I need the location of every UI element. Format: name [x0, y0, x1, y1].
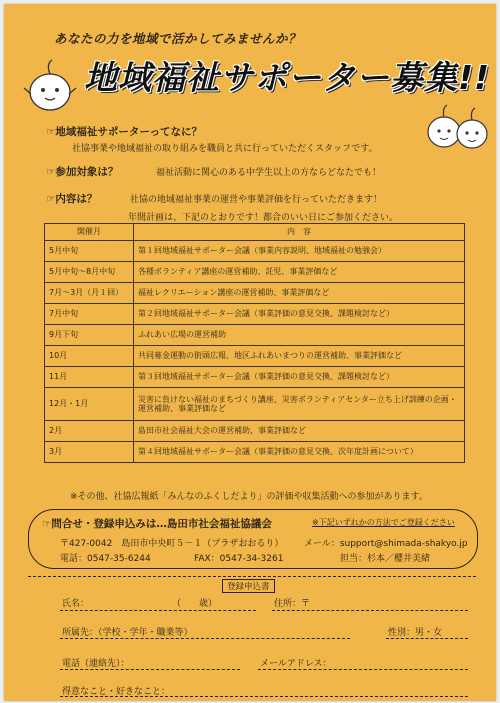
table-row	[45, 241, 465, 262]
gender-field[interactable]	[386, 638, 468, 639]
contact-address: 〒427-0042 島田市中央町５－１（プラザおおるり）	[60, 539, 284, 549]
table-row	[45, 346, 465, 367]
content-cell: 島田市社会福祉大会の運営補助、事業評価など	[134, 421, 465, 442]
table-row	[45, 421, 465, 442]
content-cell: 共同募金運動の街頭広報、地区ふれあいまつりの運営補助、事業評価など	[134, 346, 465, 367]
contact-staff: 担当：杉本／櫻井美緒	[340, 554, 431, 564]
month-cell: 7月～3月（月１回）	[45, 283, 134, 304]
table-row	[45, 262, 465, 283]
contact-note: ※下記いずれかの方法でご登録ください	[312, 518, 455, 527]
form-address-label: 住所：〒	[274, 599, 311, 609]
hobby-field[interactable]	[60, 696, 468, 697]
month-cell: 5月中旬	[45, 241, 134, 262]
month-cell: 11月	[45, 367, 134, 388]
content-cell: 各種ボランティア講座の運営補助、託児、事業評価など	[134, 262, 465, 283]
content-cell: 災害に負けない福祉のまちづくり講座、災害ボランティアセンター立ち上げ訓練の企画・運営補助、事業評価など	[134, 388, 465, 421]
name-field[interactable]	[60, 610, 256, 611]
flyer-sheet	[4, 4, 496, 701]
table-row	[45, 367, 465, 388]
form-title: 登録申込書	[222, 579, 275, 593]
mascot-left-icon	[22, 54, 78, 118]
form-affiliation-label: 所属先：（学校・学年・職業等）	[62, 628, 193, 638]
table-row	[45, 442, 465, 463]
month-cell: 3月	[45, 442, 134, 463]
schedule-intro: 年間計画は、下記のとおりです！都合のいい日にご参加ください。	[128, 213, 399, 223]
address-field[interactable]	[272, 610, 468, 611]
month-cell: 9月下旬	[45, 325, 134, 346]
mail-field[interactable]	[258, 669, 468, 670]
content-cell: 福祉レクリエーション講座の運営補助、事業評価など	[134, 283, 465, 304]
month-cell: 7月中旬	[45, 304, 134, 325]
header-month: 開催月	[45, 224, 134, 241]
form-phone-label: 電話（連絡先）：	[62, 659, 130, 669]
table-row	[45, 388, 465, 421]
form-gender-label: 性別：男・女	[388, 628, 443, 638]
form-name-label: 氏名：	[62, 599, 90, 609]
contact-tel: 電話：0547-35-6244	[60, 554, 151, 564]
content-cell: ふれあい広場の運営補助	[134, 325, 465, 346]
month-cell: 2月	[45, 421, 134, 442]
table-header-row	[45, 224, 465, 241]
month-cell: 10月	[45, 346, 134, 367]
header-content: 内 容	[134, 224, 465, 241]
q1-text: 社協事業や地域福祉の取り組みを職員と共に行っていただくスタッフです。	[72, 144, 378, 154]
content-cell: 第２回地域福祉サポーター会議（事業評価の意見交換、課題検討など）	[134, 304, 465, 325]
q3-text: 社協の地域福祉事業の運営や事業評価を行っていただきます！	[130, 195, 383, 205]
contact-fax: FAX：0547-34-3261	[194, 554, 284, 564]
affiliation-field[interactable]	[60, 638, 350, 639]
footnote: ※その他、社協広報紙「みんなのふくしだより」の評価や収集活動への参加があります。	[70, 492, 428, 502]
month-cell: 5月中旬～8月中旬	[45, 262, 134, 283]
content-cell: 第１回地域福祉サポーター会議（事業内容説明、地域福祉の勉強会）	[134, 241, 465, 262]
tagline: あなたの力を地域で活かしてみませんか？	[54, 31, 302, 46]
table-row	[45, 283, 465, 304]
page-title: 地域福祉サポーター募集!!	[84, 58, 491, 97]
content-cell: 第４回地域福祉サポーター会議（事業評価の意見交換、次年度計画について）	[134, 442, 465, 463]
q2-heading: ☞参加対象は？	[46, 166, 119, 178]
form-mail-label: メールアドレス：	[260, 659, 332, 669]
content-cell: 第３回地域福祉サポーター会議（事業評価の意見交換、課題検討など）	[134, 367, 465, 388]
schedule-table	[44, 223, 465, 463]
contact-heading: ☞問合せ・登録申込みは…島田市社会福祉協議会	[42, 518, 272, 530]
mascot-right-icon	[422, 100, 492, 160]
form-age-label: （ 歳）	[172, 599, 218, 609]
q1-heading: ☞地域福祉サポーターってなに？	[46, 126, 202, 138]
q3-heading: ☞内容は？	[46, 193, 98, 205]
contact-email: メール：support@shimada-shakyo.jp	[304, 539, 468, 549]
q2-text: 福祉活動に関心のある中学生以上の方ならどなたでも！	[156, 168, 382, 178]
form-hobby-label: 得意なこと・好きなこと：	[62, 687, 171, 697]
month-cell: 12月・1月	[45, 388, 134, 421]
table-row	[45, 304, 465, 325]
phone-field[interactable]	[60, 669, 240, 670]
table-row	[45, 325, 465, 346]
